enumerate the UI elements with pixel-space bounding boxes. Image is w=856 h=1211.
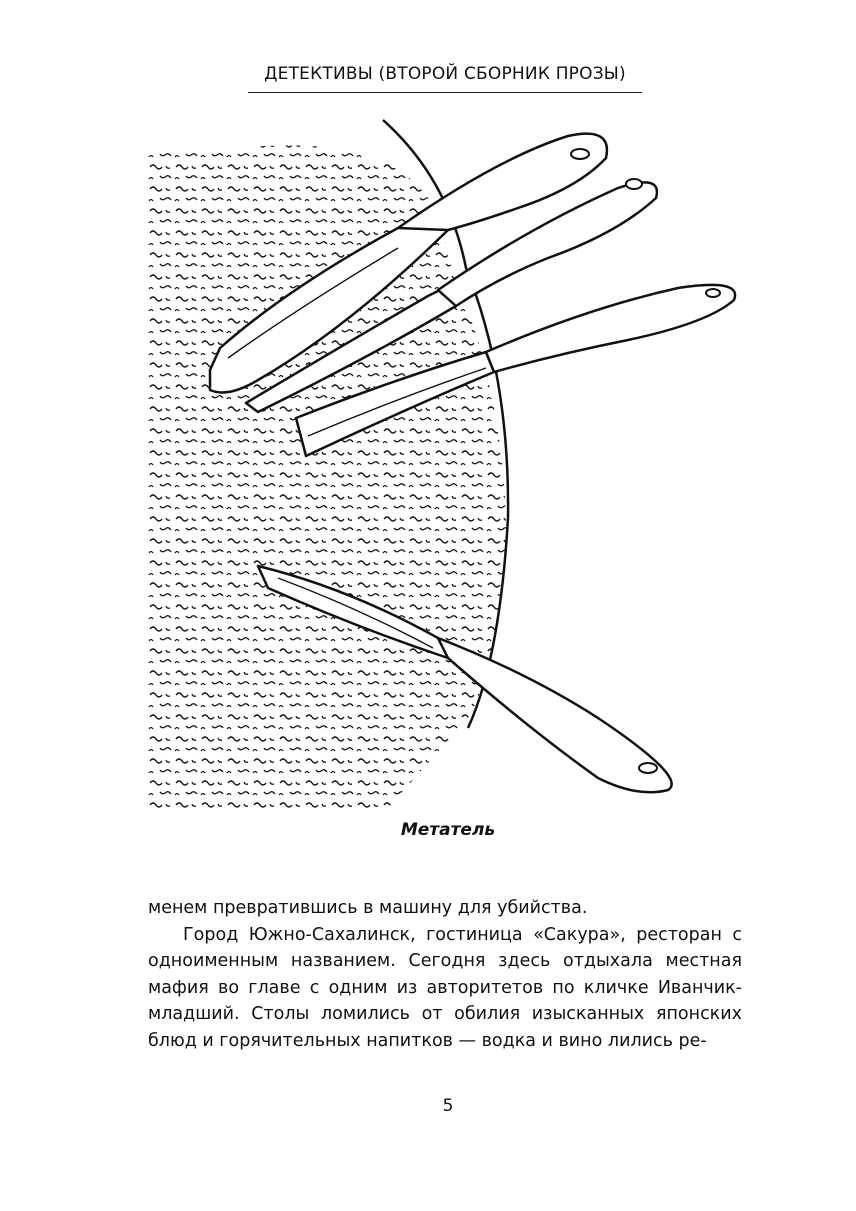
figure-caption: Метатель xyxy=(400,820,496,840)
paragraph: Город Южно-Сахалинск, гостиница «Сакура», ресторан с одноименным названием. Сегодня здесь отдыхала местная мафия во главе с одним из авторитетов по кличке Иванчик-младший. Столы ломились от обилия изысканных японских блюд и горячительных напитков — водка и вино лились ре- xyxy=(148,924,742,1051)
page-number: 5 xyxy=(442,1096,454,1116)
paragraph: менем превратившись в машину для убийства. xyxy=(148,898,588,918)
body-text xyxy=(148,895,742,1055)
knives-illustration xyxy=(148,118,748,808)
textured-surface xyxy=(148,138,528,808)
running-header: ДЕТЕКТИВЫ (ВТОРОЙ СБОРНИК ПРОЗЫ) xyxy=(264,64,626,84)
header-divider xyxy=(248,92,642,93)
